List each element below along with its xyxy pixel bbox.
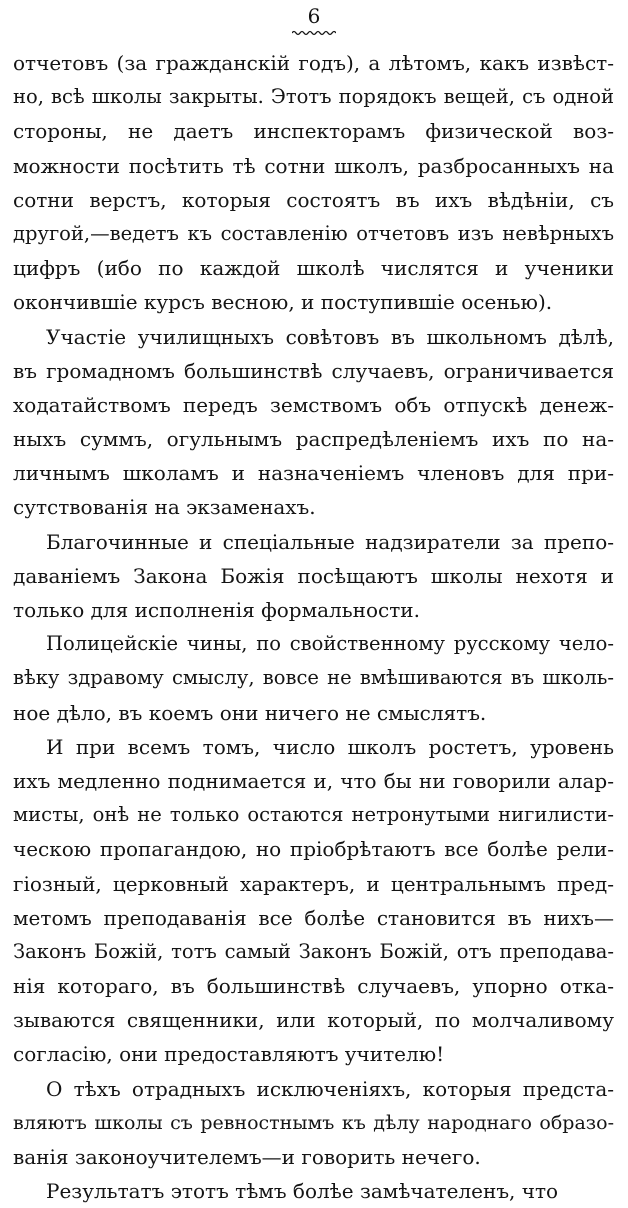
text-line: Благочинные и спеціальные надзиратели за препо- — [46, 529, 614, 554]
text-line: ихъ медленно поднимается и, что бы ни говорили алар- — [13, 768, 614, 793]
text-line: О тѣхъ отрадныхъ исключеніяхъ, которыя предста- — [46, 1076, 614, 1101]
paragraph — [13, 1174, 614, 1208]
text-line: можности посѣтить тѣ сотни школъ, разбросанныхъ на — [13, 153, 614, 178]
paragraph — [13, 525, 614, 628]
text-line: сотни верстъ, которыя состоятъ въ ихъ вѣдѣніи, съ — [13, 187, 614, 212]
text-line: вляютъ школы съ ревностнымъ къ дѣлу народнаго образо- — [13, 1111, 614, 1134]
text-line: личнымъ школамъ и назначеніемъ членовъ для при- — [13, 461, 614, 486]
paragraph — [13, 730, 614, 1072]
text-line: ческою пропагандою, но пріобрѣтаютъ все болѣе рели- — [13, 837, 614, 862]
text-line: Результатъ этотъ тѣмъ болѣе замѣчателенъ, что — [46, 1179, 559, 1204]
page-number-ornament — [292, 30, 336, 36]
text-line: метомъ преподаванія все болѣе становится въ нихъ— — [13, 905, 614, 930]
text-line: другой,—ведетъ къ составленію отчетовъ изъ невѣрныхъ — [13, 221, 614, 245]
text-line: И при всемъ томъ, число школъ ростетъ, уровень — [46, 734, 614, 759]
text-line: отчетовъ (за гражданскій годъ), а лѣтомъ, какъ извѣст- — [13, 51, 614, 75]
text-line: окончившіе курсъ весною, и поступившіе осенью). — [13, 290, 553, 315]
text-line: даваніемъ Закона Божія посѣщаютъ школы нехотя и — [13, 563, 614, 588]
paragraph — [13, 627, 614, 730]
body-text — [13, 46, 614, 1208]
text-line: зываются священники, или который, по молчаливому — [13, 1008, 614, 1033]
text-line: ванія законоучителемъ—и говорить нечего. — [13, 1145, 481, 1169]
text-line: Законъ Божій, тотъ самый Законъ Божій, отъ преподава- — [13, 939, 614, 963]
text-line: Участіе училищныхъ совѣтовъ въ школьномъ дѣлѣ, — [46, 324, 614, 349]
text-line: ходатайствомъ передъ земствомъ объ отпускѣ денеж- — [13, 392, 614, 417]
text-line: согласію, они предоставляютъ учителю! — [13, 1042, 445, 1067]
text-line: мисты, онѣ не только остаются нетронутыми нигилисти- — [13, 803, 614, 827]
text-line: ныхъ суммъ, огульнымъ распредѣленіемъ ихъ по на- — [13, 427, 614, 452]
paragraph — [13, 320, 614, 525]
text-line: сутствованія на экзаменахъ. — [13, 495, 316, 520]
paragraph — [13, 1072, 614, 1175]
paragraph — [13, 46, 614, 320]
text-line: Полицейскіе чины, по свойственному русскому чело- — [46, 632, 614, 656]
text-line: только для исполненія формальности. — [13, 598, 420, 622]
text-line: но, всѣ школы закрыты. Этотъ порядокъ вещей, съ одной — [13, 85, 614, 109]
text-line: гіозный, церковный характеръ, и центральнымъ пред- — [13, 871, 614, 896]
page-number: 6 — [307, 4, 321, 28]
text-line: въ громадномъ большинствѣ случаевъ, ограничивается — [13, 358, 614, 383]
text-line: стороны, не даетъ инспекторамъ физической воз- — [13, 119, 614, 144]
text-line: нія котораго, въ большинствѣ случаевъ, упорно отка- — [13, 974, 614, 999]
text-line: ное дѣло, въ коемъ они ничего не смыслятъ. — [13, 700, 487, 725]
text-line: цифръ (ибо по каждой школѣ числятся и ученики — [13, 256, 614, 281]
text-line: вѣку здравому смыслу, вовсе не вмѣшиваются въ школь- — [13, 666, 614, 690]
